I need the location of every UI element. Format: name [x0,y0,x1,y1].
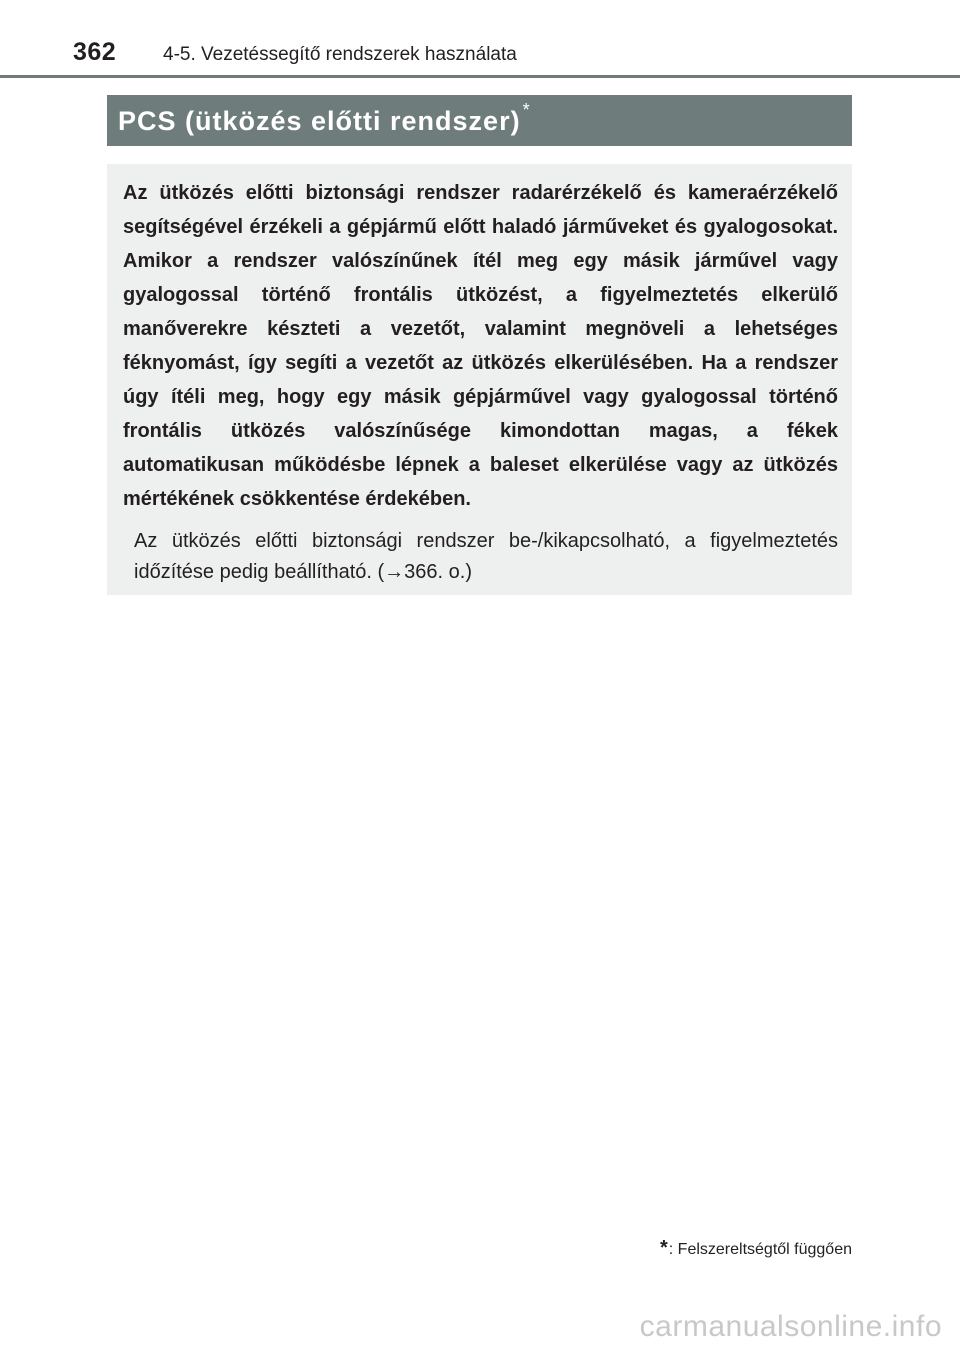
footnote-text: : Felszereltségtől függően [668,1241,852,1258]
note-paragraph: Az ütközés előtti biztonsági rendszer be-/kikapcsolható, a figyelmeztetés időzítése pedig beállítható. (→366. o.) [134,530,838,583]
asterisk-icon: * [522,100,531,120]
info-box [107,164,852,595]
header-divider [0,75,960,78]
section-title-text: PCS (ütközés előtti rendszer) [118,106,521,136]
chapter-title: 4-5. Vezetéssegítő rendszerek használata [163,44,517,65]
section-banner [107,95,852,146]
footnote-asterisk-icon: * [659,1237,668,1259]
watermark: carmanualsonline.info [639,1310,942,1343]
page-number: 362 [73,38,117,66]
section-title [118,100,531,137]
intro-paragraph: Az ütközés előtti biztonsági rendszer radarérzékelő és kameraérzékelő segítségével érzékeli a gépjármű előtt haladó járműveket és gyalogosokat. Amikor a rendszer valószínűnek ítél meg egy másik járművel vagy gyalogossal történő frontális ütközést, a figyelmeztetés elkerülő manőverekre készteti a vezetőt, valamint megnöveli a lehetséges féknyomást, így segíti a vezetőt az ütközés elkerülésében. Ha a rendszer úgy ítéli meg, hogy egy másik gépjárművel vagy gyalogossal történő frontális ütközés valószínűsége kimondottan magas, a fékek automatikusan működésbe lépnek a baleset elkerülése vagy az ütközés mértékének csökkentése érdekében. [123,182,838,510]
footnote [660,1237,852,1260]
page-header [0,0,960,80]
